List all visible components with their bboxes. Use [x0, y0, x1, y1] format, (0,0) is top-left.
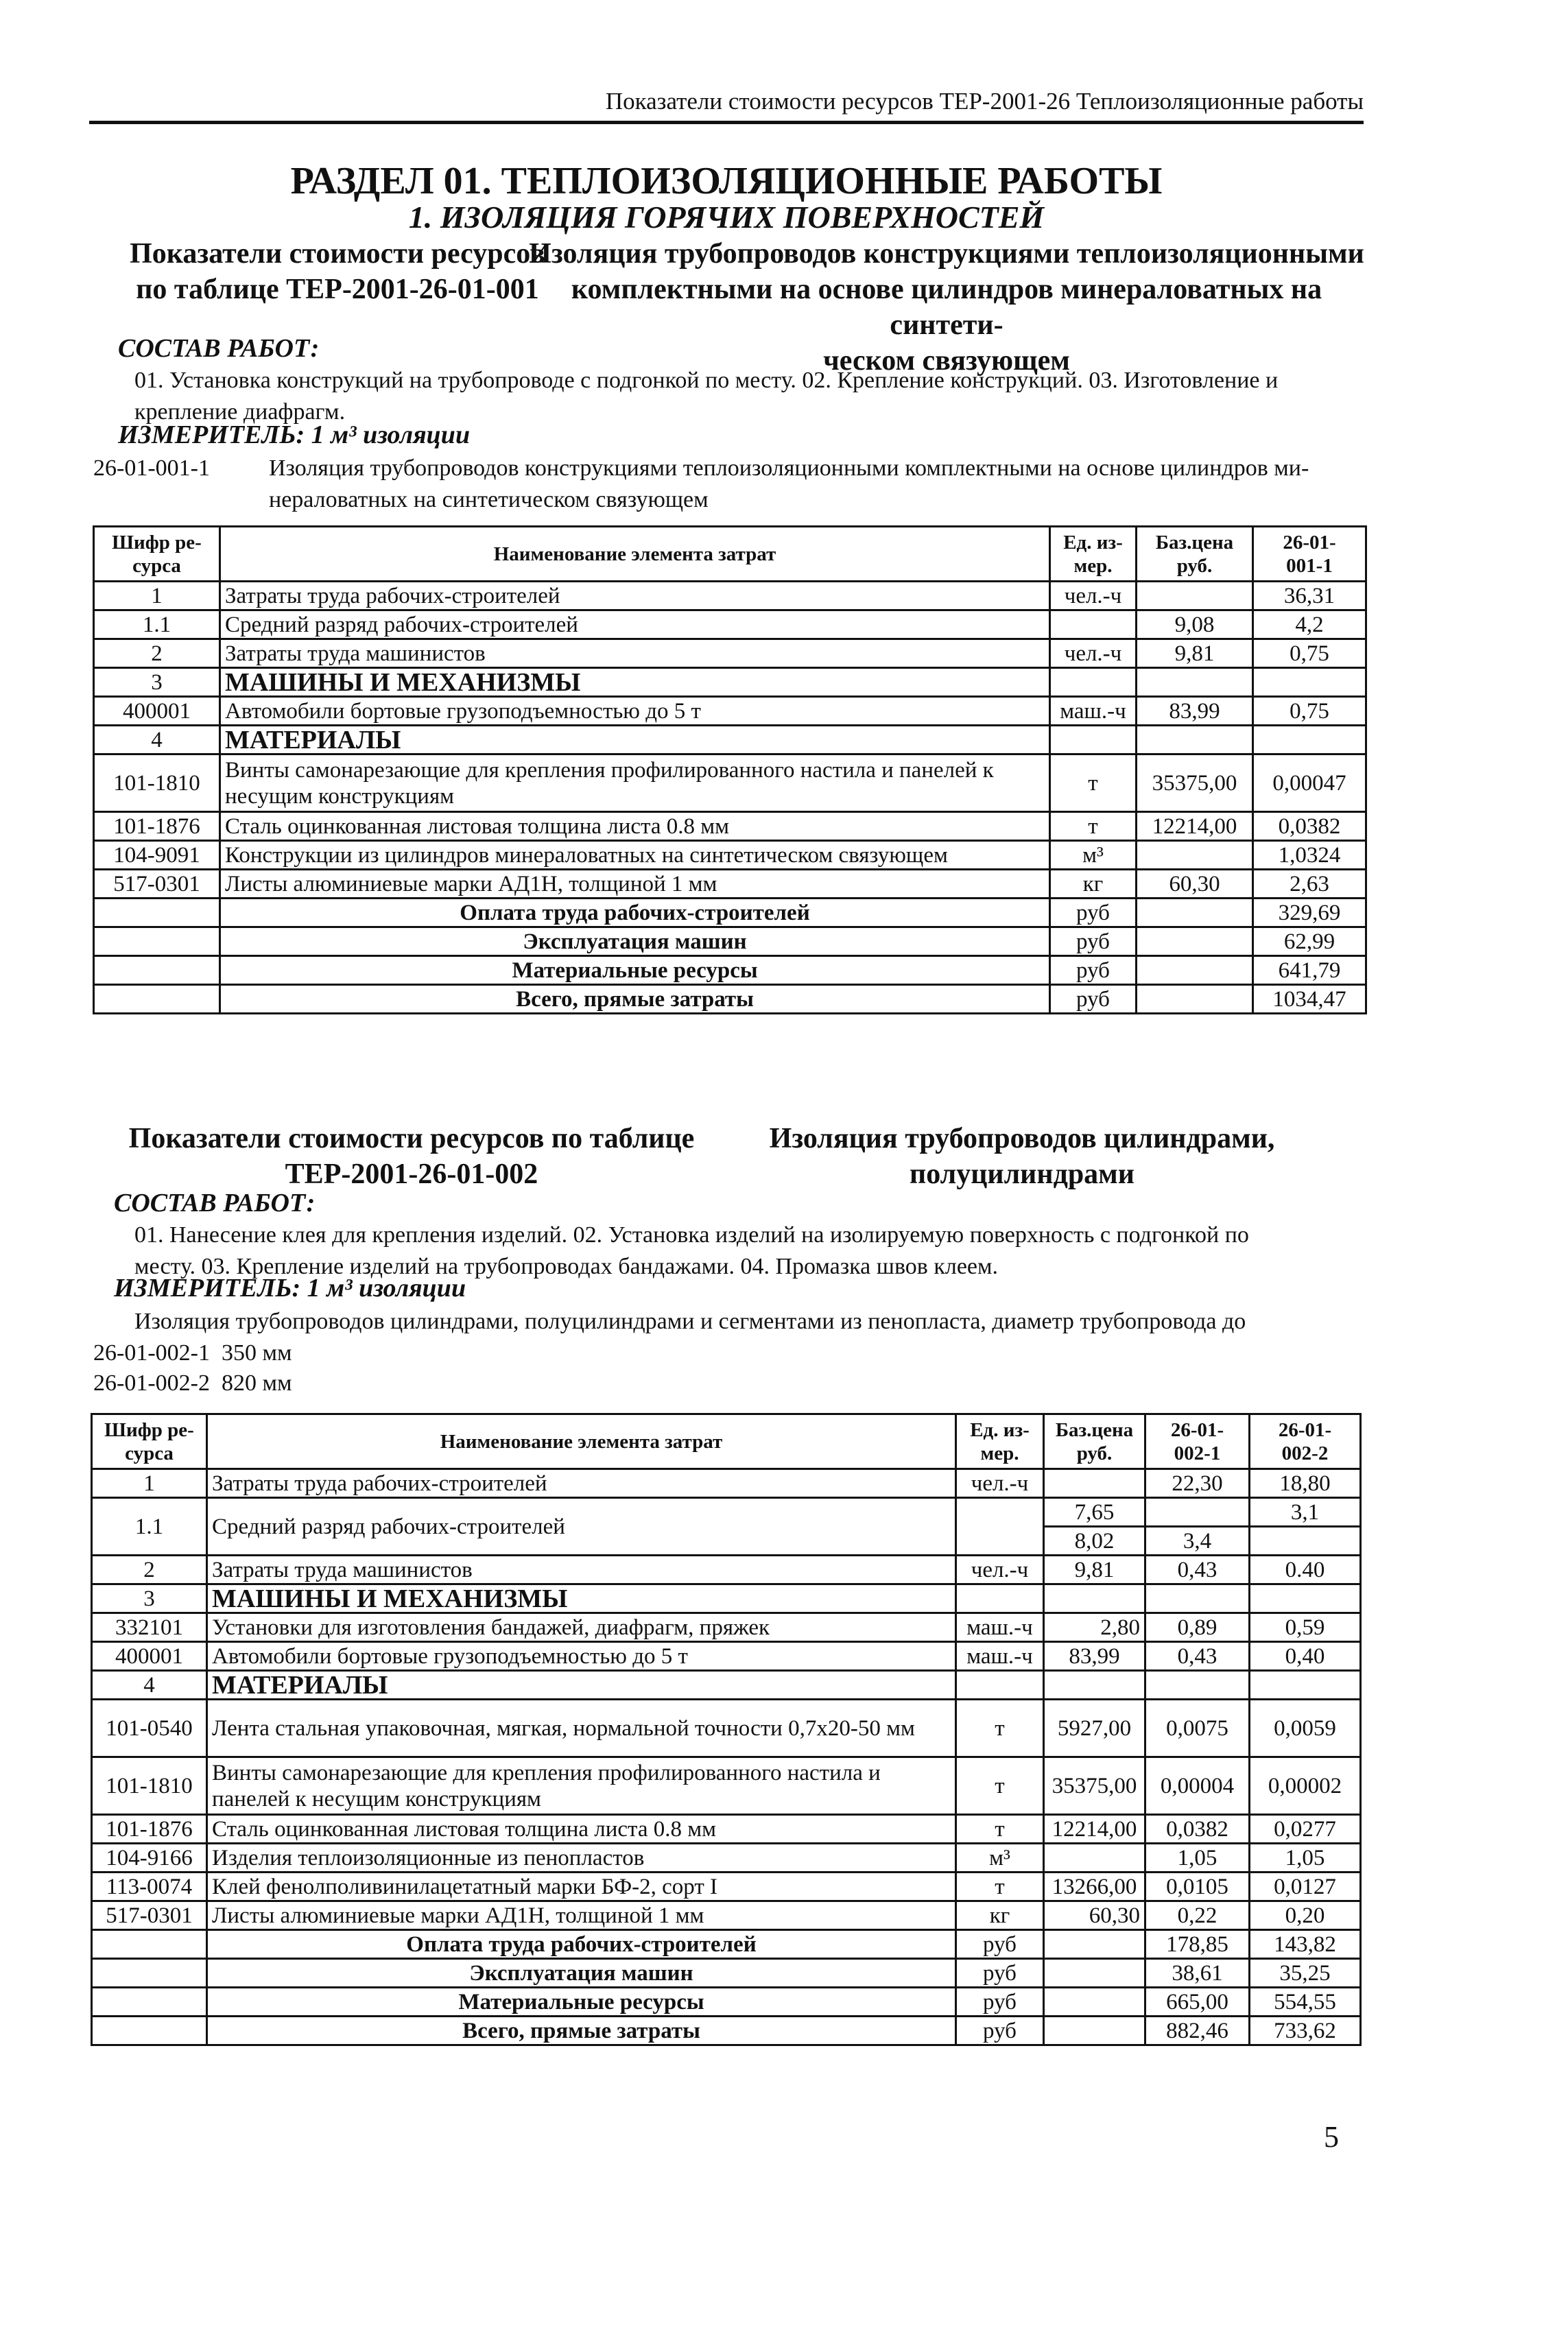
table-cell: МАТЕРИАЛЫ [207, 1671, 956, 1700]
table-cell: м³ [1050, 841, 1137, 870]
table-cell: 2 [94, 639, 220, 668]
table-cell: 1,0324 [1253, 841, 1366, 870]
table-cell: 3,4 [1145, 1527, 1250, 1556]
table-cell [94, 927, 220, 956]
table-group-row [94, 668, 1366, 697]
table-cell: Эксплуатация машин [220, 927, 1050, 956]
table-row [94, 582, 1366, 610]
table-row [94, 697, 1366, 726]
table-cell [1044, 1844, 1145, 1873]
table-cell: 400001 [94, 697, 220, 726]
table-cell: 1,05 [1145, 1844, 1250, 1873]
table-cell: МАТЕРИАЛЫ [220, 726, 1050, 754]
resource-table-2 [91, 1413, 1362, 2046]
table-cell: 9,08 [1137, 610, 1253, 639]
table-cell: Материальные ресурсы [220, 956, 1050, 985]
table-cell: 1034,47 [1253, 985, 1366, 1014]
table-row [92, 1757, 1361, 1815]
table-cell: кг [956, 1901, 1044, 1930]
table-cell: 4 [92, 1671, 207, 1700]
table-cell: маш.-ч [956, 1613, 1044, 1642]
table-row [92, 1498, 1361, 1527]
table-cell: т [1050, 754, 1137, 812]
table-cell: 733,62 [1250, 2017, 1361, 2045]
table-cell: 0,0277 [1250, 1815, 1361, 1844]
table-cell: 62,99 [1253, 927, 1366, 956]
table-cell [1250, 1527, 1361, 1556]
table-cell: 0,00047 [1253, 754, 1366, 812]
table-cell: 0,0059 [1250, 1700, 1361, 1757]
col-header-price: Баз.цена руб. [1044, 1414, 1145, 1469]
table-cell: 882,46 [1145, 2017, 1250, 2045]
table-cell: 0,0105 [1145, 1873, 1250, 1901]
block2-works-label: СОСТАВ РАБОТ: [114, 1189, 316, 1217]
table-cell: т [956, 1757, 1044, 1815]
table-cell: 101-0540 [92, 1700, 207, 1757]
table-cell: 3 [94, 668, 220, 697]
table-cell: чел.-ч [1050, 582, 1137, 610]
table-cell [1137, 899, 1253, 927]
table-cell [94, 956, 220, 985]
table-cell: т [956, 1873, 1044, 1901]
table-cell: Средний разряд рабочих-строителей [207, 1498, 956, 1556]
block1-title: Изоляция трубопроводов конструкциями теплоизоляционными комплектными на основе цилиндров минераловатных на синтети- ческом связующем [529, 238, 1364, 377]
table-cell: 83,99 [1137, 697, 1253, 726]
table-cell: 143,82 [1250, 1930, 1361, 1959]
table-cell: 1.1 [94, 610, 220, 639]
table-cell [92, 1959, 207, 1988]
block1-works-label: СОСТАВ РАБОТ: [118, 334, 320, 363]
table-cell: 9,81 [1044, 1556, 1145, 1584]
table-group-row [94, 726, 1366, 754]
table-cell [1137, 582, 1253, 610]
table-cell: 0,75 [1253, 697, 1366, 726]
table-cell: МАШИНЫ И МЕХАНИЗМЫ [207, 1584, 956, 1613]
table-cell [1253, 668, 1366, 697]
table-cell: Винты самонарезающие для крепления профилированного настила и панелей к несущим конструкциям [220, 754, 1050, 812]
table-cell: Средний разряд рабочих-строителей [220, 610, 1050, 639]
table-cell: Винты самонарезающие для крепления профилированного настила и панелей к несущим конструкциям [207, 1757, 956, 1815]
table-cell: 12214,00 [1044, 1815, 1145, 1844]
block2-code-1: 26-01-002-1 350 мм [93, 1340, 292, 1366]
table-cell: 101-1810 [92, 1757, 207, 1815]
table-cell [1050, 726, 1137, 754]
table-cell: 0,43 [1145, 1642, 1250, 1671]
table-cell: 2 [92, 1556, 207, 1584]
table-cell: 104-9091 [94, 841, 220, 870]
table-cell [1137, 985, 1253, 1014]
table-cell [1044, 2017, 1145, 2045]
table-total-row [92, 1988, 1361, 2017]
table-cell: 4,2 [1253, 610, 1366, 639]
table-cell: 113-0074 [92, 1873, 207, 1901]
table-row [92, 1469, 1361, 1498]
table-cell: т [1050, 812, 1137, 841]
table-cell: 104-9166 [92, 1844, 207, 1873]
table-row [92, 1556, 1361, 1584]
table-cell [1137, 726, 1253, 754]
table-cell [94, 985, 220, 1014]
table-cell: 35375,00 [1137, 754, 1253, 812]
table-cell: 0,0127 [1250, 1873, 1361, 1901]
table-cell: Всего, прямые затраты [207, 2017, 956, 2045]
block1-code-desc: Изоляция трубопроводов конструкциями теплоизоляционными комплектными на основе цилиндров ми- нераловатных на синтетическом связующем [269, 455, 1309, 512]
col-header-price: Баз.цена руб. [1137, 527, 1253, 582]
table-cell: Изделия теплоизоляционные из пенопластов [207, 1844, 956, 1873]
table-cell [1145, 1584, 1250, 1613]
table-cell [1050, 668, 1137, 697]
table-cell: Сталь оцинкованная листовая толщина листа 0.8 мм [220, 812, 1050, 841]
table-cell: 9,81 [1137, 639, 1253, 668]
table-cell: Затраты труда рабочих-строителей [220, 582, 1050, 610]
table-cell: 5927,00 [1044, 1700, 1145, 1757]
table-cell: 0,40 [1250, 1642, 1361, 1671]
table-cell [1050, 610, 1137, 639]
header-rule [89, 121, 1364, 124]
table-cell [94, 899, 220, 927]
table-cell: 12214,00 [1137, 812, 1253, 841]
table-cell [1044, 1988, 1145, 2017]
table-cell: Затраты труда машинистов [207, 1556, 956, 1584]
table-row [92, 1642, 1361, 1671]
table-cell: Оплата труда рабочих-строителей [207, 1930, 956, 1959]
table-cell [956, 1671, 1044, 1700]
table-header-row [94, 527, 1366, 582]
table-cell: 83,99 [1044, 1642, 1145, 1671]
table-cell [1137, 668, 1253, 697]
table-cell [1137, 956, 1253, 985]
block2-code-2: 26-01-002-2 820 мм [93, 1370, 292, 1396]
table-group-row [92, 1584, 1361, 1613]
table-cell: Сталь оцинкованная листовая толщина листа 0.8 мм [207, 1815, 956, 1844]
table-cell: 13266,00 [1044, 1873, 1145, 1901]
table-cell: чел.-ч [956, 1556, 1044, 1584]
subsection-title: 1. ИЗОЛЯЦИЯ ГОРЯЧИХ ПОВЕРХНОСТЕЙ [408, 200, 1045, 235]
table-cell [1137, 841, 1253, 870]
table-cell: 35,25 [1250, 1959, 1361, 1988]
col-header-code: Шифр ре- сурса [92, 1414, 207, 1469]
table-cell: 0,89 [1145, 1613, 1250, 1642]
table-cell: руб [1050, 899, 1137, 927]
table-cell: МАШИНЫ И МЕХАНИЗМЫ [220, 668, 1050, 697]
page-number: 5 [1324, 2120, 1339, 2154]
table-cell: 35375,00 [1044, 1757, 1145, 1815]
table-cell: Автомобили бортовые грузоподъемностью до 5 т [207, 1642, 956, 1671]
table-cell: 400001 [92, 1642, 207, 1671]
table-row [92, 1815, 1361, 1844]
col-header-unit: Ед. из- мер. [956, 1414, 1044, 1469]
block2-desc: Изоляция трубопроводов цилиндрами, полуцилиндрами и сегментами из пенопласта, диаметр трубопровода до [134, 1309, 1246, 1334]
table-cell: 0,0382 [1253, 812, 1366, 841]
table-cell: 3,1 [1250, 1498, 1361, 1527]
block2-title: Изоляция трубопроводов цилиндрами, полуцилиндрами [769, 1123, 1275, 1190]
table-cell: 1 [94, 582, 220, 610]
table-total-row [94, 899, 1366, 927]
table-cell: Лента стальная упаковочная, мягкая, нормальной точности 0,7х20-50 мм [207, 1700, 956, 1757]
col-header-norm: 26-01- 001-1 [1253, 527, 1366, 582]
table-cell: 665,00 [1145, 1988, 1250, 2017]
table-cell: 8,02 [1044, 1527, 1145, 1556]
table-total-row [94, 956, 1366, 985]
table-cell: Конструкции из цилиндров минераловатных на синтетическом связующем [220, 841, 1050, 870]
table-cell: т [956, 1700, 1044, 1757]
table-total-row [94, 927, 1366, 956]
table-cell: Листы алюминиевые марки АД1Н, толщиной 1 мм [220, 870, 1050, 899]
table-cell: 178,85 [1145, 1930, 1250, 1959]
table-cell: м³ [956, 1844, 1044, 1873]
table-cell [1044, 1584, 1145, 1613]
table-cell: 641,79 [1253, 956, 1366, 985]
table-cell [1145, 1498, 1250, 1527]
table-cell: Материальные ресурсы [207, 1988, 956, 2017]
table-cell: 60,30 [1044, 1901, 1145, 1930]
table-row [94, 754, 1366, 812]
table-cell: руб [956, 1988, 1044, 2017]
table-row [92, 1844, 1361, 1873]
table-cell [1253, 726, 1366, 754]
col-header-unit: Ед. из- мер. [1050, 527, 1137, 582]
table-cell: 0,22 [1145, 1901, 1250, 1930]
table-cell: чел.-ч [1050, 639, 1137, 668]
table-header-row [92, 1414, 1361, 1469]
table-cell: Всего, прямые затраты [220, 985, 1050, 1014]
section-title: РАЗДЕЛ 01. ТЕПЛОИЗОЛЯЦИОННЫЕ РАБОТЫ [290, 160, 1163, 202]
table-cell: 1 [92, 1469, 207, 1498]
table-total-row [92, 1930, 1361, 1959]
table-cell [956, 1584, 1044, 1613]
block1-code: 26-01-001-1 [93, 455, 210, 481]
table-cell: Оплата труда рабочих-строителей [220, 899, 1050, 927]
table-cell: 329,69 [1253, 899, 1366, 927]
col-header-code: Шифр ре- сурса [94, 527, 220, 582]
table-total-row [92, 2017, 1361, 2045]
table-cell: кг [1050, 870, 1137, 899]
table-row [92, 1613, 1361, 1642]
table-cell: 3 [92, 1584, 207, 1613]
table-cell: руб [1050, 985, 1137, 1014]
table-total-row [92, 1959, 1361, 1988]
table-cell: т [956, 1815, 1044, 1844]
table-cell: 4 [94, 726, 220, 754]
table-cell: 517-0301 [92, 1901, 207, 1930]
table-cell: Установки для изготовления бандажей, диафрагм, пряжек [207, 1613, 956, 1642]
table-cell: 38,61 [1145, 1959, 1250, 1988]
table-row [94, 610, 1366, 639]
table-cell: 517-0301 [94, 870, 220, 899]
table-cell: 7,65 [1044, 1498, 1145, 1527]
table-cell [1145, 1671, 1250, 1700]
resource-table-1 [93, 525, 1367, 1014]
col-header-name: Наименование элемента затрат [220, 527, 1050, 582]
table-cell [92, 2017, 207, 2045]
block2-left-label: Показатели стоимости ресурсов по таблице ТЕР-2001-26-01-002 [128, 1123, 695, 1190]
table-cell: 0,00002 [1250, 1757, 1361, 1815]
col-header-name: Наименование элемента затрат [207, 1414, 956, 1469]
col-header-norm-1: 26-01- 002-1 [1145, 1414, 1250, 1469]
block1-works-text: 01. Установка конструкций на трубопроводе с подгонкой по месту. 02. Крепление конструкций. 03. Изготовление и крепление диафрагм. [134, 368, 1279, 425]
table-cell: 0.40 [1250, 1556, 1361, 1584]
table-cell: руб [1050, 956, 1137, 985]
table-cell: 0,20 [1250, 1901, 1361, 1930]
table-cell: 18,80 [1250, 1469, 1361, 1498]
running-header: Показатели стоимости ресурсов ТЕР-2001-26 Теплоизоляционные работы [605, 88, 1364, 115]
table-cell: 36,31 [1253, 582, 1366, 610]
table-cell [1250, 1671, 1361, 1700]
table-cell [956, 1498, 1044, 1556]
table-cell: 1.1 [92, 1498, 207, 1556]
table-cell: Клей фенолполивинилацетатный марки БФ-2, сорт I [207, 1873, 956, 1901]
table-cell: маш.-ч [956, 1642, 1044, 1671]
table-cell: 0,0075 [1145, 1700, 1250, 1757]
table-row [92, 1901, 1361, 1930]
table-row [92, 1873, 1361, 1901]
table-cell: 554,55 [1250, 1988, 1361, 2017]
table-group-row [92, 1671, 1361, 1700]
table-cell: 0,59 [1250, 1613, 1361, 1642]
table-cell: 22,30 [1145, 1469, 1250, 1498]
table-total-row [94, 985, 1366, 1014]
table-cell [1044, 1469, 1145, 1498]
table-cell: руб [1050, 927, 1137, 956]
table-cell [1044, 1959, 1145, 1988]
table-cell: чел.-ч [956, 1469, 1044, 1498]
table-row [94, 870, 1366, 899]
table-cell: 1,05 [1250, 1844, 1361, 1873]
table-cell: 0,0382 [1145, 1815, 1250, 1844]
table-cell: Автомобили бортовые грузоподъемностью до 5 т [220, 697, 1050, 726]
table-cell: 101-1876 [94, 812, 220, 841]
table-cell: Затраты труда машинистов [220, 639, 1050, 668]
col-header-norm-2: 26-01- 002-2 [1250, 1414, 1361, 1469]
table-cell: руб [956, 1930, 1044, 1959]
table-row [94, 639, 1366, 668]
block2-works-text: 01. Нанесение клея для крепления изделий. 02. Установка изделий на изолируемую поверхность с подгонкой по месту. 03. Крепление изделий на трубопроводах бандажами. 04. Промазка швов клеем. [134, 1222, 1249, 1279]
table-cell: 2,80 [1044, 1613, 1145, 1642]
table-row [94, 841, 1366, 870]
table-cell: 60,30 [1137, 870, 1253, 899]
table-cell: 0,75 [1253, 639, 1366, 668]
table-cell: Затраты труда рабочих-строителей [207, 1469, 956, 1498]
table-cell [92, 1988, 207, 2017]
table-cell [1044, 1930, 1145, 1959]
block2-meter: ИЗМЕРИТЕЛЬ: 1 м³ изоляции [114, 1274, 466, 1303]
table-cell [92, 1930, 207, 1959]
table-cell: 101-1810 [94, 754, 220, 812]
table-cell: 332101 [92, 1613, 207, 1642]
table-cell: 101-1876 [92, 1815, 207, 1844]
table-row [92, 1700, 1361, 1757]
table-cell [1250, 1584, 1361, 1613]
table-cell: маш.-ч [1050, 697, 1137, 726]
table-cell: Эксплуатация машин [207, 1959, 956, 1988]
table-cell: 0,00004 [1145, 1757, 1250, 1815]
table-cell: руб [956, 1959, 1044, 1988]
block1-meter: ИЗМЕРИТЕЛЬ: 1 м³ изоляции [118, 420, 471, 449]
table-cell [1137, 927, 1253, 956]
block1-left-label: Показатели стоимости ресурсов по таблице ТЕР-2001-26-01-001 [130, 238, 545, 305]
table-cell [1044, 1671, 1145, 1700]
table-cell: руб [956, 2017, 1044, 2045]
table-cell: 2,63 [1253, 870, 1366, 899]
table-cell: Листы алюминиевые марки АД1Н, толщиной 1 мм [207, 1901, 956, 1930]
table-cell: 0,43 [1145, 1556, 1250, 1584]
table-row [94, 812, 1366, 841]
